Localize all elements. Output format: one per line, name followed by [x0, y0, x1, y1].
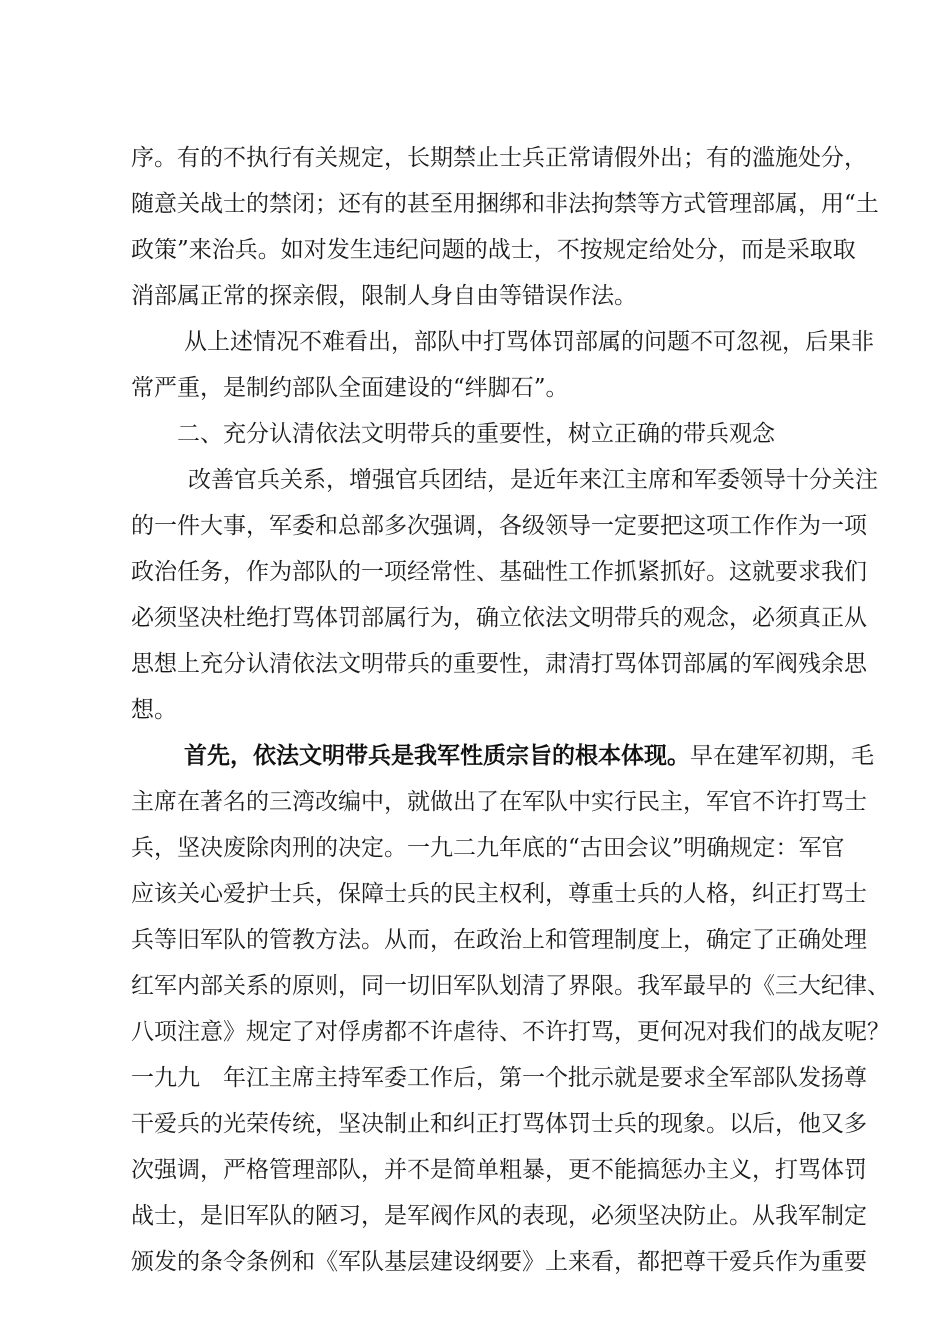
text-line: 战士，是旧军队的陋习，是军阀作风的表现，必须坚决防止。从我军制定 — [131, 1203, 867, 1229]
paragraph-2 — [131, 319, 874, 411]
text-line: 想。 — [131, 697, 177, 723]
text-line — [131, 733, 874, 779]
text-line: 次强调，严格管理部队，并不是简单粗暴，更不能搞惩办主义，打骂体罚 — [131, 1157, 867, 1183]
text-line: 颁发的条令条例和《军队基层建设纲要》上来看，都把尊干爱兵作为重要 — [131, 1249, 867, 1275]
text-line: 政治任务，作为部队的一项经常性、基础性工作抓紧抓好。这就要求我们 — [131, 559, 867, 585]
section-heading: 二、充分认清依法文明带兵的重要性，树立正确的带兵观念 — [177, 421, 775, 447]
text-line: 八项注意》规定了对俘虏都不许虐待、不许打骂，更何况对我们的战友呢？ — [131, 1019, 890, 1045]
text-line: 政策”来治兵。如对发生违纪问题的战士，不按规定给处分，而是采取取 — [131, 237, 856, 263]
text-line: 兵等旧军队的管教方法。从而，在政治上和管理制度上，确定了正确处理 — [131, 927, 867, 953]
text-line: 消部属正常的探亲假，限制人身自由等错误作法。 — [131, 283, 637, 309]
paragraph-3 — [131, 457, 878, 733]
text-line: 常严重，是制约部队全面建设的“绊脚石”。 — [131, 375, 569, 401]
text-line: 一九九 年江主席主持军委工作后，第一个批示就是要求全军部队发扬尊 — [131, 1065, 867, 1091]
document-body — [131, 135, 890, 1285]
text-line: 主席在著名的三湾改编中，就做出了在军队中实行民主，军官不许打骂士 — [131, 789, 867, 815]
lead-line-rest: 早在建军初期，毛 — [690, 743, 874, 769]
text-line: 改善官兵关系，增强官兵团结，是近年来江主席和军委领导十分关注 — [188, 467, 878, 493]
text-line: 随意关战士的禁闭；还有的甚至用捆绑和非法拘禁等方式管理部属，用“土 — [131, 191, 879, 217]
text-line: 干爱兵的光荣传统，坚决制止和纠正打骂体罚士兵的现象。以后，他又多 — [131, 1111, 867, 1137]
bold-lead-sentence: 首先，依法文明带兵是我军性质宗旨的根本体现。 — [184, 743, 690, 769]
paragraph-4 — [131, 733, 890, 1285]
text-line: 从上述情况不难看出，部队中打骂体罚部属的问题不可忽视，后果非 — [184, 329, 874, 355]
text-line: 序。有的不执行有关规定，长期禁止士兵正常请假外出；有的滥施处分， — [131, 145, 867, 171]
text-line: 思想上充分认清依法文明带兵的重要性，肃清打骂体罚部属的军阀残余思 — [131, 651, 867, 677]
text-line: 的一件大事，军委和总部多次强调，各级领导一定要把这项工作作为一项 — [131, 513, 867, 539]
text-line: 兵，坚决废除肉刑的决定。一九二九年底的“古田会议”明确规定：军官 — [131, 835, 845, 861]
text-line: 红军内部关系的原则，同一切旧军队划清了界限。我军最早的《三大纪律、 — [131, 973, 890, 999]
text-line: 必须坚决杜绝打骂体罚部属行为，确立依法文明带兵的观念，必须真正从 — [131, 605, 867, 631]
text-line: 应该关心爱护士兵，保障士兵的民主权利，尊重士兵的人格，纠正打骂士 — [131, 881, 867, 907]
paragraph-1 — [131, 135, 879, 319]
